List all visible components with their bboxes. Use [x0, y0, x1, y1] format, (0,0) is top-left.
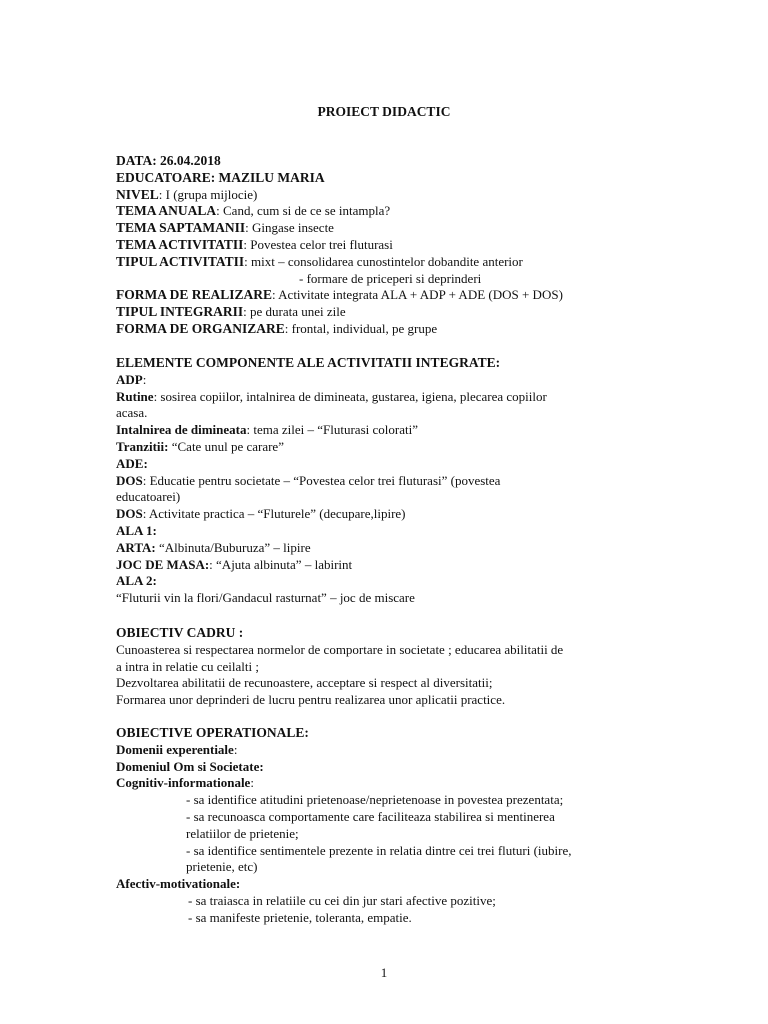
intalnirea-line: Intalnirea de dimineata: tema zilei – “Fluturasi colorati”: [116, 422, 418, 438]
obiectiv-cadru-line-2: a intra in relatie cu ceilalti ;: [116, 658, 259, 674]
arta-line: ARTA: “Albinuta/Buburuza” – lipire: [116, 539, 311, 555]
afectiv-item-2: - sa manifeste prietenie, toleranta, empatie.: [188, 909, 412, 925]
tema-saptamanii-line: TEMA SAPTAMANII: Gingase insecte: [116, 220, 334, 236]
data-line: DATA: 26.04.2018: [116, 153, 221, 168]
tranzitii-line: Tranzitii: “Cate unul pe carare”: [116, 438, 284, 454]
ala2-line: ALA 2:: [116, 573, 157, 589]
rutine-line: Rutine: sosirea copiilor, intalnirea de dimineata, gustarea, igiena, plecarea copiilor: [116, 388, 547, 404]
afectiv-item-1: - sa traiasca in relatiile cu cei din jur stari afective pozitive;: [188, 892, 496, 908]
tema-activitatii-line: TEMA ACTIVITATII: Povestea celor trei fluturasi: [116, 236, 393, 252]
elemente-section: [116, 355, 656, 607]
dos1-line: DOS: Educatie pentru societate – “Povestea celor trei fluturasi” (povestea: [116, 472, 501, 488]
forma-organizare-line: FORMA DE ORGANIZARE: frontal, individual, pe grupe: [116, 320, 438, 336]
cognitiv-item-2: - sa recunoasca comportamente care faciliteaza stabilirea si mentinerea: [186, 808, 555, 824]
obiectiv-cadru-section: [116, 625, 656, 709]
joc-masa-line: JOC DE MASA:: “Ajuta albinuta” – labirint: [116, 556, 353, 572]
dos2-line: DOS: Activitate practica – “Fluturele” (decupare,lipire): [116, 506, 406, 522]
domeniul-om-line: Domeniul Om si Societate:: [116, 758, 264, 774]
cognitiv-item-1: - sa identifice atitudini prietenoase/neprietenoase in povestea prezentata;: [186, 792, 564, 808]
obiective-operationale-heading: OBIECTIVE OPERATIONALE:: [116, 725, 309, 740]
adp-line: ADP:: [116, 371, 147, 387]
domenii-line: Domenii experentiale:: [116, 741, 238, 757]
rutine-line-2: acasa.: [116, 405, 148, 421]
afectiv-line: Afectiv-motivationale:: [116, 876, 241, 892]
ala2-activity-line: “Fluturii vin la flori/Gandacul rasturnat” – joc de miscare: [116, 590, 415, 606]
tipul-integrarii-line: TIPUL INTEGRARII: pe durata unei zile: [116, 304, 346, 320]
cognitiv-item-2-cont: relatiilor de prietenie;: [186, 825, 299, 841]
ade-line: ADE:: [116, 455, 148, 471]
obiectiv-cadru-line-4: Formarea unor deprinderi de lucru pentru realizarea unor aplicatii practice.: [116, 692, 506, 708]
forma-realizare-line: FORMA DE REALIZARE: Activitate integrata ALA + ADP + ADE (DOS + DOS): [116, 287, 563, 303]
tipul-activitatii-line: TIPUL ACTIVITATII: mixt – consolidarea cunostintelor dobandite anterior: [116, 253, 523, 269]
header-info: [116, 153, 656, 338]
obiectiv-cadru-heading: OBIECTIV CADRU :: [116, 625, 244, 640]
obiectiv-cadru-line-3: Dezvoltarea abilitatii de recunoastere, acceptare si respect al diversitatii;: [116, 675, 493, 691]
educatoare-line: EDUCATOARE: MAZILU MARIA: [116, 169, 325, 185]
ala1-line: ALA 1:: [116, 522, 157, 538]
tema-anuala-line: TEMA ANUALA: Cand, cum si de ce se intampla?: [116, 203, 391, 219]
dos1-line-2: educatoarei): [116, 489, 181, 505]
document-title: PROIECT DIDACTIC: [317, 104, 451, 119]
obiective-operationale-section: [116, 725, 656, 927]
tipul-activitatii-line-2: - formare de priceperi si deprinderi: [299, 270, 482, 286]
cognitiv-line: Cognitiv-informationale:: [116, 775, 254, 791]
obiectiv-cadru-line-1: Cunoasterea si respectarea normelor de comportare in societate ; educarea abilitatii de: [116, 641, 564, 657]
elemente-heading: ELEMENTE COMPONENTE ALE ACTIVITATII INTEGRATE:: [116, 355, 501, 370]
cognitiv-item-3-cont: prietenie, etc): [186, 859, 258, 875]
cognitiv-item-3: - sa identifice sentimentele prezente in relatia dintre cei trei fluturi (iubire,: [186, 842, 572, 858]
nivel-line: NIVEL: I (grupa mijlocie): [116, 186, 258, 202]
page-number: 1: [380, 965, 388, 980]
